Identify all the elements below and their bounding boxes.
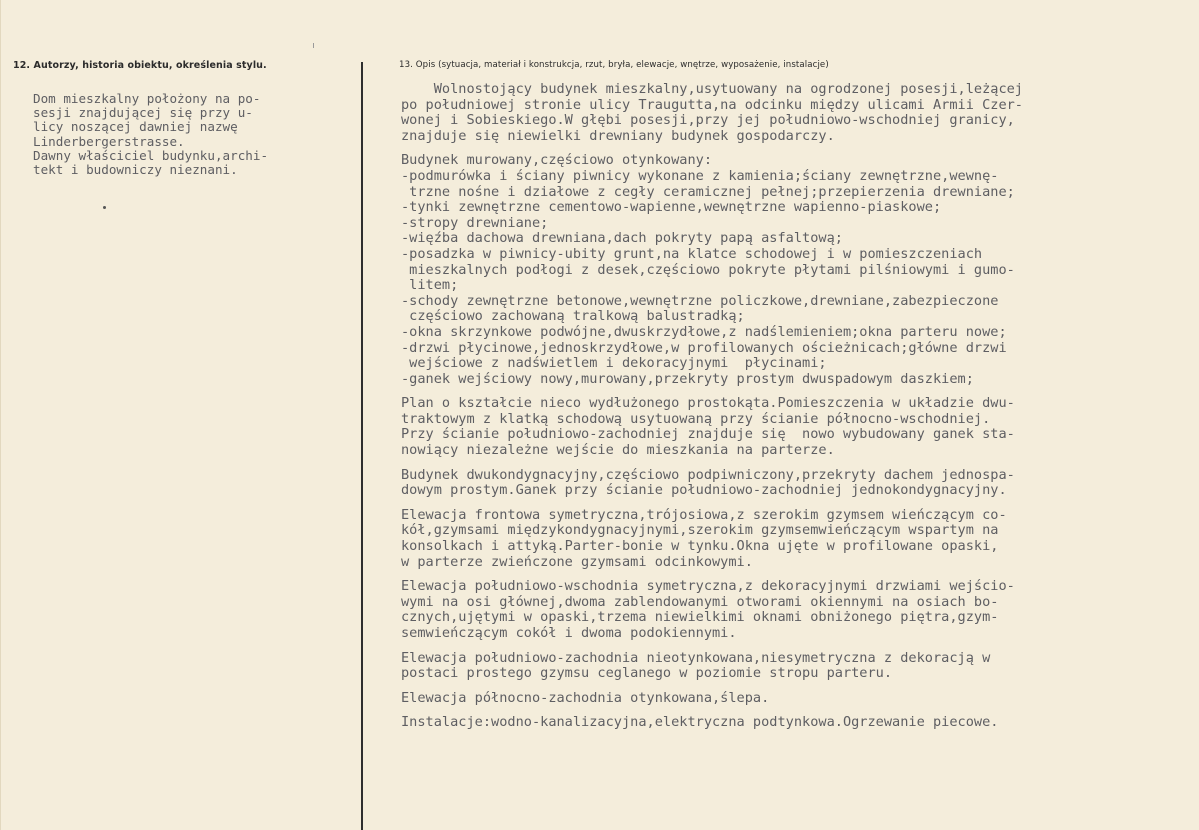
text-line: cznych,ujętymi w opaski,trzema niewielkimi oknami obniżonego piętra,gzym- [401, 609, 999, 626]
text-line: częściowo zachowaną tralkową balustradką; [401, 308, 745, 325]
text-line: konsolkach i attyką.Parter-bonie w tynku.Okna ujęte w profilowane opaski, [401, 538, 999, 555]
text-line: nowiący niezależne wejście do mieszkania na parterze. [401, 442, 835, 459]
description-paragraph [401, 82, 1161, 144]
text-line: Budynek dwukondygnacyjny,częściowo podpiwniczony,przekryty dachem jednospa- [401, 466, 1015, 483]
description-paragraph [401, 468, 1161, 499]
text-line: w parterze zwieńczone gzymsami odcinkowymi. [401, 553, 753, 570]
section-12-header: 12. Autorzy, historia obiektu, określenia stylu. [13, 60, 267, 71]
ink-dot [103, 206, 106, 209]
text-line: wejściowe z nadświetlem i dekoracyjnymi płycinami; [401, 355, 827, 372]
section-13-header: 13. Opis (sytuacja, materiał i konstrukcja, rzut, bryła, elewacje, wnętrze, wyposażenie, instalacje) [399, 60, 829, 70]
description-paragraph [401, 691, 1161, 707]
description-paragraph [401, 396, 1161, 458]
text-line: znajduje się niewielki drewniany budynek gospodarczy. [401, 127, 835, 144]
text-line: trzne nośne i działowe z cegły ceramicznej pełnej;przepierzenia drewniane; [401, 183, 1015, 200]
text-line: -więźba dachowa drewniana,dach pokryty papą asfaltową; [401, 230, 843, 247]
text-line: -schody zewnętrzne betonowe,wewnętrzne policzkowe,drewniane,zabezpieczone [401, 292, 999, 309]
description-paragraph [401, 579, 1161, 641]
text-line: -posadzka w piwnicy-ubity grunt,na klatce schodowej i w pomieszczeniach [401, 245, 983, 262]
top-tick-mark [313, 43, 314, 48]
text-line: Elewacja północno-zachodnia otynkowana,ślepa. [401, 689, 770, 706]
text-line: -podmurówka i ściany piwnicy wykonane z kamienia;ściany zewnętrzne,wewnę- [401, 167, 999, 184]
text-line: -stropy drewniane; [401, 214, 549, 231]
text-line: Wolnostojący budynek mieszkalny,usytuowany na ogrodzonej posesji,leżącej [401, 81, 1023, 97]
text-line: traktowym z klatką schodową usytuowaną przy ścianie północno-wschodniej. [401, 410, 991, 427]
text-line: -ganek wejściowy nowy,murowany,przekryty prostym dwuspadowym daszkiem; [401, 370, 974, 387]
description-paragraph [401, 508, 1161, 570]
description-text [401, 82, 1161, 740]
column-divider [361, 62, 363, 830]
text-line: -okna skrzynkowe podwójne,dwuskrzydłowe,z nadślemieniem;okna parteru nowe; [401, 323, 1007, 340]
description-paragraph [401, 153, 1161, 387]
text-line: postaci prostego gzymsu ceglanego w poziomie stropu parteru. [401, 665, 893, 682]
text-line: wymi na osi głównej,dwoma zablendowanymi otworami okiennymi na osiach bo- [401, 593, 999, 610]
description-paragraph [401, 651, 1161, 682]
text-line: -drzwi płycinowe,jednoskrzydłowe,w profilowanych ościeżnicach;główne drzwi [401, 339, 1007, 356]
text-line: Elewacja frontowa symetryczna,trójosiowa,z szerokim gzymsem wieńczącym co- [401, 506, 1007, 523]
text-line: semwieńczącym cokół i dwoma podokiennymi. [401, 625, 737, 641]
text-line: Instalacje:wodno-kanalizacyjna,elektryczna podtynkowa.Ogrzewanie piecowe. [401, 714, 999, 731]
text-line: po południowej stronie ulicy Traugutta,na odcinku między ulicami Armii Czer- [401, 96, 1023, 113]
description-paragraph [401, 715, 1161, 731]
text-line: Elewacja południowo-wschodnia symetryczna,z dekoracyjnymi drzwiami wejścio- [401, 578, 1015, 595]
text-line: dowym prostym.Ganek przy ścianie południowo-zachodniej jednokondygnacyjny. [401, 482, 1007, 499]
text-line: litem; [401, 277, 459, 294]
text-line: Elewacja południowo-zachodnia nieotynkowana,niesymetryczna z dekoracją w [401, 649, 991, 666]
text-line: Przy ścianie południowo-zachodniej znajduje się nowo wybudowany ganek sta- [401, 426, 1015, 443]
authors-history-text: Dom mieszkalny położony na po- sesji znajdującej się przy u- licy noszącej dawniej nazwę Linderbergerstrasse. Dawny właściciel budynku,archi- tekt i budowniczy nieznani. [33, 91, 269, 178]
text-line: wonej i Sobieskiego.W głębi posesji,przy jej południowo-wschodniej granicy, [401, 112, 1015, 129]
text-line: -tynki zewnętrzne cementowo-wapienne,wewnętrzne wapienno-piaskowe; [401, 199, 942, 216]
text-line: Budynek murowany,częściowo otynkowany: [401, 152, 712, 169]
text-line: mieszkalnych podłogi z desek,częściowo pokryte płytami pilśniowymi i gumo- [401, 261, 1015, 278]
text-line: Plan o kształcie nieco wydłużonego prostokąta.Pomieszczenia w układzie dwu- [401, 395, 1015, 412]
text-line: kół,gzymsami międzykondygnacyjnymi,szerokim gzymsemwieńczącym wspartym na [401, 522, 999, 539]
